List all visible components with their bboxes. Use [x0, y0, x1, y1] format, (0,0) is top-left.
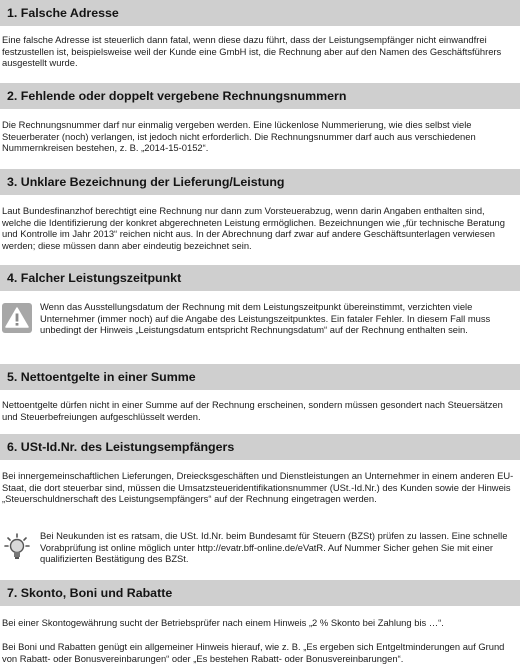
section-heading-lieferung-leistung: 3. Unklare Bezeichnung der Lieferung/Leistung — [0, 169, 520, 195]
warning-note — [2, 301, 516, 336]
section-text-skonto-boni: Bei Boni und Rabatten genügt ein allgemeiner Hinweis hierauf, wie z. B. „Es ergeben sich Entgeltminderungen auf Grund von Rabatt- oder Bonusvereinbarungen“ oder „Es bestehen Rabatt- oder Bonusvereinbarungen“. — [2, 641, 505, 664]
section-text-ust-id: Bei innergemeinschaftlichen Lieferungen, Dreiecksgeschäften und Dienstleistungen an Unternehmer in einem anderen EU-Staat, die dort steuerbar sind, müssen die Umsatzsteueridentifikationsnummer (USt.-Id.Nr.) des Kunden sowie der Hinweis „Steuerschuldnerschaft des Leistungsempfängers“ auf der Rechnung eingetragen werden. — [2, 470, 514, 505]
section-heading-rechnungsnummern: 2. Fehlende oder doppelt vergebene Rechnungsnummern — [0, 83, 520, 109]
section-text-nettoentgelte: Nettoentgelte dürfen nicht in einer Summe auf der Rechnung erscheinen, sondern müssen gesondert nach Steuersätzen und Steuerbefreiungen aufgeschlüsselt werden. — [2, 399, 503, 422]
section-text-skonto: Bei einer Skontogewährung sucht der Betriebsprüfer nach einem Hinweis „2 % Skonto bei Zahlung bis …“. — [2, 617, 444, 628]
section-heading-leistungszeitpunkt: 4. Falcher Leistungszeitpunkt — [0, 265, 520, 291]
warning-icon — [2, 303, 32, 333]
section-text-falsche-adresse: Eine falsche Adresse ist steuerlich dann fatal, wenn diese dazu führt, dass der Leistungsempfänger nicht einwandfrei festzustellen ist, beispielsweise weil der Kunde eine GmbH ist, die Rechnung aber auf den Namen des Geschäftsführers ausgestellt wurde. — [2, 34, 502, 69]
tip-note — [2, 530, 516, 565]
section-text-rechnungsnummern: Die Rechnungsnummer darf nur einmalig vergeben werden. Eine lückenlose Nummerierung, wie dies selbst viele Steuerberater (noch) verlangen, ist jedoch nicht erforderlich. Die Rechnungsnummer darf auch aus verschiedenen Nummernkreisen bestehen, z. B. „2014-15-0152“. — [2, 119, 476, 154]
warning-note-text: Wenn das Ausstellungsdatum der Rechnung mit dem Leistungszeitpunkt übereinstimmt, verzichten viele Unternehmer (immer noch) auf die Angabe des Leistungszeitpunktes. Ein fataler Fehler. In diesem Fall muss unbedingt der Hinweis „Leistungsdatum entspricht Rechnungsdatum“ auf der Rechnung enthalten sein. — [40, 301, 491, 336]
section-heading-skonto: 7. Skonto, Boni und Rabatte — [0, 580, 520, 606]
section-heading-nettoentgelte: 5. Nettoentgelte in einer Summe — [0, 364, 520, 390]
section-heading-falsche-adresse: 1. Falsche Adresse — [0, 0, 520, 26]
lightbulb-icon — [2, 532, 32, 562]
section-text-lieferung-leistung: Laut Bundesfinanzhof berechtigt eine Rechnung nur dann zum Vorsteuerabzug, wenn darin Angaben enthalten sind, welche die Identifizierung der konkret abgerechneten Leistung ermöglichen. Bezeichnungen wie „für technische Beratung und Kontrolle im Jahr 2013“ reichen nicht aus. In der Abrechnung darf zwar auf andere Geschäftsunterlagen verwiesen werden; diese müssen dann aber eindeutig bezeichnet sein. — [2, 205, 505, 251]
section-heading-ust-id: 6. USt-Id.Nr. des Leistungsempfängers — [0, 434, 520, 460]
tip-note-text: Bei Neukunden ist es ratsam, die USt. Id.Nr. beim Bundesamt für Steuern (BZSt) prüfen zu lassen. Eine schnelle Vorabprüfung ist online möglich unter http://evatr.bff-online.de/eVatR. Auf Nummer Sicher gehen Sie mit einer qualifizierten Bestätigung des BZSt. — [40, 530, 508, 565]
